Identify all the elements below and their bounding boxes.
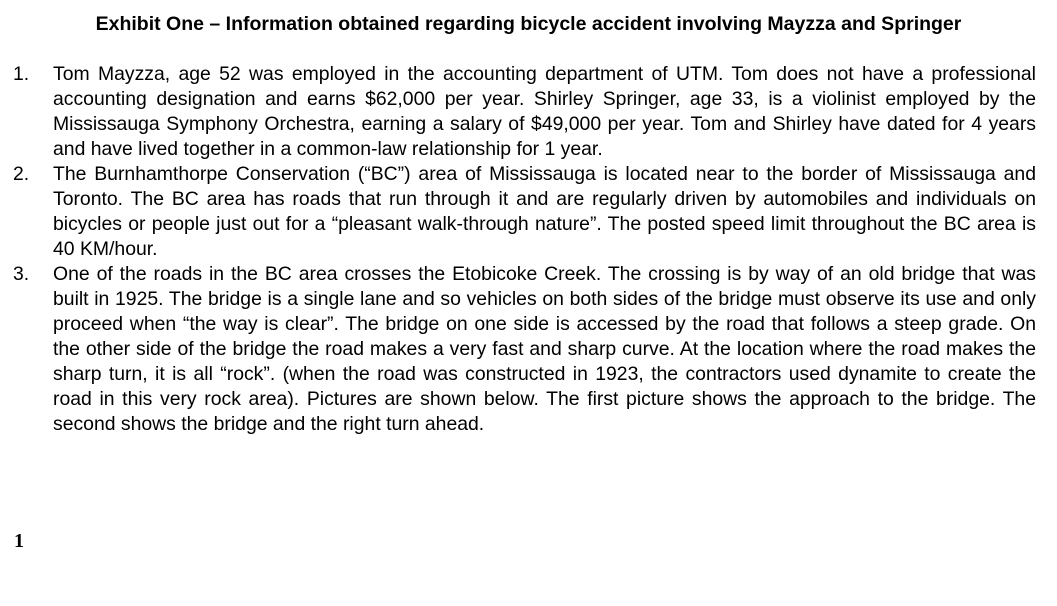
list-item-text: One of the roads in the BC area crosses the Etobicoke Creek. The crossing is by way of an old bridge that was built in 1925. The bridge is a single lane and so vehicles on both sides of the bridge must observe its use and only proceed when “the way is clear”. The bridge on one side is accessed by the road that follows a steep grade. On the other side of the bridge the road makes a very fast and sharp curve. At the location where the road makes the sharp turn, it is all “rock”. (when the road was constructed in 1923, the contractors used dynamite to create the road in this very rock area). Pictures are shown below. The first picture shows the approach to the bridge. The second shows the bridge and the right turn ahead. xyxy=(53,263,1036,435)
list-item-number: 2. xyxy=(13,163,30,185)
list-item-number: 3. xyxy=(13,263,30,285)
document-title: Exhibit One – Information obtained regarding bicycle accident involving Mayzza and Springer xyxy=(95,13,962,35)
list-item xyxy=(0,62,1057,162)
list-item xyxy=(0,262,1057,437)
list-item-number: 1. xyxy=(13,63,30,85)
page-number: 1 xyxy=(14,530,24,552)
list-item-text: Tom Mayzza, age 52 was employed in the accounting department of UTM. Tom does not have a professional accounting designation and earns $62,000 per year. Shirley Springer, age 33, is a violinist employed by the Mississauga Symphony Orchestra, earning a salary of $49,000 per year. Tom and Shirley have dated for 4 years and have lived together in a common-law relationship for 1 year. xyxy=(53,63,1036,160)
list-item-text: The Burnhamthorpe Conservation (“BC”) area of Mississauga is located near to the border of Mississauga and Toronto. The BC area has roads that run through it and are regularly driven by automobiles and individuals on bicycles or people just out for a “pleasant walk-through nature”. The posted speed limit throughout the BC area is 40 KM/hour. xyxy=(53,163,1036,260)
list-item xyxy=(0,162,1057,262)
numbered-list xyxy=(0,62,1057,437)
